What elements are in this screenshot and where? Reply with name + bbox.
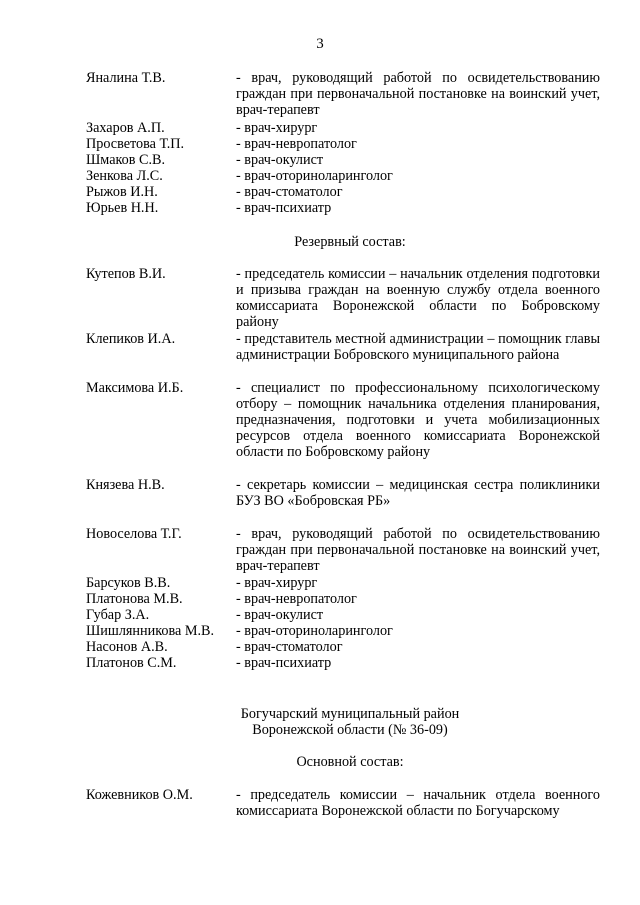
member-role: - специалист по профессиональному психологическому отбору – помощник начальника отделения планирования, предназначения, подготовки и учета мобилизационных ресурсов отдела военного комиссариата Воронежской области по Бобровскому району — [236, 380, 600, 460]
member-name: Рыжов И.Н. — [86, 184, 158, 200]
member-name: Захаров А.П. — [86, 120, 165, 136]
member-role: - врач, руководящий работой по освидетельствованию граждан при первоначальной постановке на воинский учет, врач-терапевт — [236, 526, 600, 574]
member-name: Барсуков В.В. — [86, 575, 171, 591]
page-number: 3 — [316, 36, 324, 52]
member-role: - врач-оториноларинголог — [236, 168, 393, 184]
member-role: - врач-невропатолог — [236, 136, 357, 152]
member-role: - врач-стоматолог — [236, 184, 343, 200]
member-role: - председатель комиссии – начальник отдела военного комиссариата Воронежской области по Богучарскому — [236, 787, 600, 819]
member-role: - врач-оториноларинголог — [236, 623, 393, 639]
member-role: - представитель местной администрации – помощник главы администрации Бобровского муниципального района — [236, 331, 600, 363]
member-role: - секретарь комиссии – медицинская сестра поликлиники БУЗ ВО «Бобровская РБ» — [236, 477, 600, 509]
member-role: - врач-психиатр — [236, 200, 332, 216]
member-name: Яналина Т.В. — [86, 70, 166, 86]
member-name: Шмаков С.В. — [86, 152, 166, 168]
member-role: - председатель комиссии – начальник отделения подготовки и призыва граждан на военную службу отдела военного комиссариата Воронежской области по Бобровскому району — [236, 266, 600, 330]
member-name: Губар З.А. — [86, 607, 150, 623]
member-name: Платонова М.В. — [86, 591, 183, 607]
member-name: Шишлянникова М.В. — [86, 623, 215, 639]
member-name: Кожевников О.М. — [86, 787, 193, 803]
member-role: - врач-окулист — [236, 152, 324, 168]
member-name: Максимова И.Б. — [86, 380, 184, 396]
member-name: Новоселова Т.Г. — [86, 526, 182, 542]
member-role: - врач-хирург — [236, 120, 318, 136]
district-heading-line2: Воронежской области (№ 36-09) — [252, 722, 448, 738]
member-name: Кутепов В.И. — [86, 266, 166, 282]
member-name: Князева Н.В. — [86, 477, 165, 493]
member-name: Юрьев Н.Н. — [86, 200, 159, 216]
member-name: Насонов А.В. — [86, 639, 168, 655]
member-role: - врач, руководящий работой по освидетельствованию граждан при первоначальной постановке на воинский учет, врач-терапевт — [236, 70, 600, 118]
member-name: Платонов С.М. — [86, 655, 177, 671]
member-role: - врач-невропатолог — [236, 591, 357, 607]
member-name: Зенкова Л.С. — [86, 168, 163, 184]
reserve-heading: Резервный состав: — [294, 234, 406, 250]
member-role: - врач-психиатр — [236, 655, 332, 671]
member-role: - врач-стоматолог — [236, 639, 343, 655]
member-name: Клепиков И.А. — [86, 331, 176, 347]
main-heading: Основной состав: — [296, 754, 404, 770]
member-role: - врач-окулист — [236, 607, 324, 623]
member-name: Просветова Т.П. — [86, 136, 185, 152]
member-role: - врач-хирург — [236, 575, 318, 591]
district-heading-line1: Богучарский муниципальный район — [240, 706, 460, 722]
